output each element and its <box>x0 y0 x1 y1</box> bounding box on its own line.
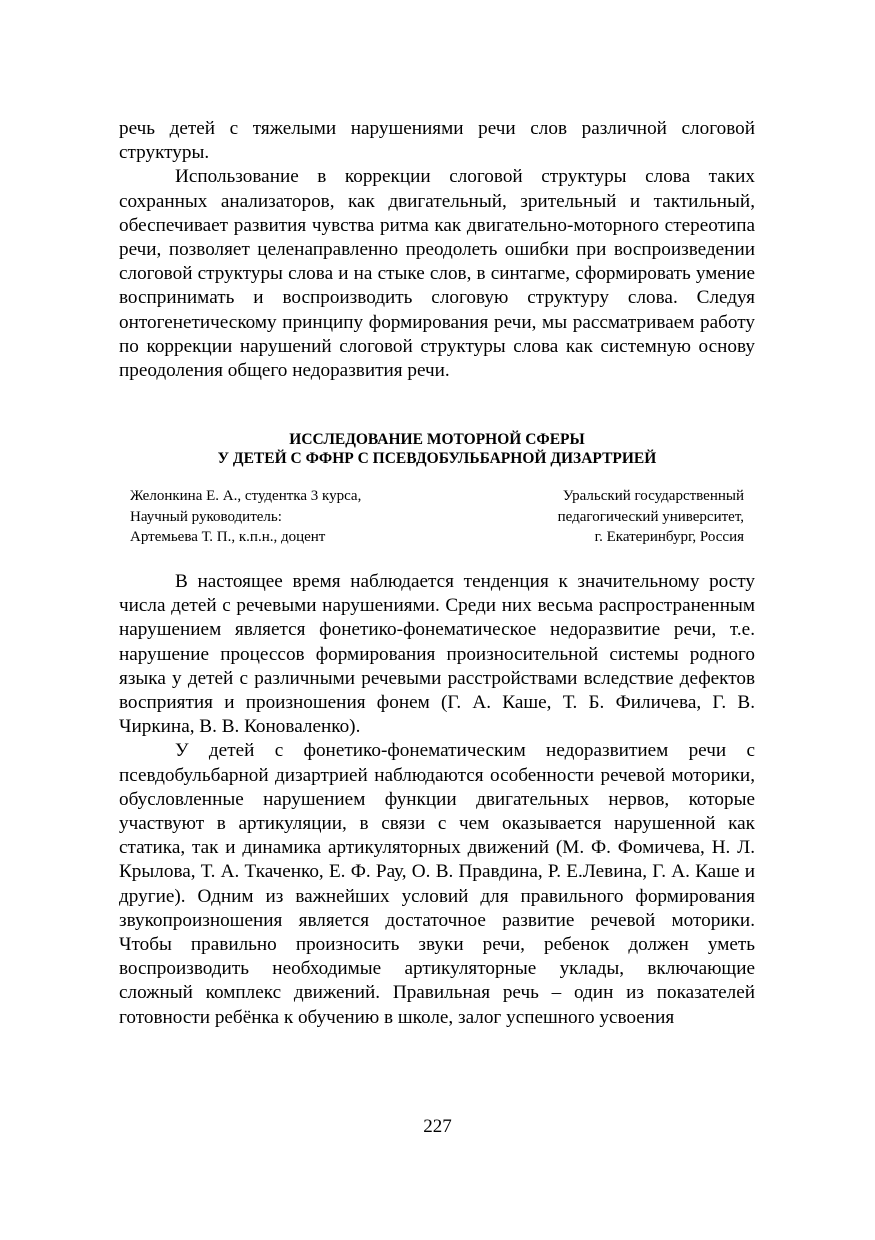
affiliation-info <box>558 486 744 548</box>
affiliation-line-1: Уральский государственный <box>562 488 744 504</box>
author-line-3: Артемьева Т. П., к.п.н., доцент <box>130 529 326 545</box>
article-title <box>119 430 755 468</box>
affiliation-line-2: педагогический университет, <box>557 508 744 525</box>
author-line-1: Желонкина Е. А., студентка 3 курса, <box>130 488 362 504</box>
article-body <box>119 570 755 1030</box>
affiliation-line-3: г. Екатеринбург, Россия <box>594 529 744 545</box>
intro-text <box>119 117 755 383</box>
author-line-2: Научный руководитель: <box>130 508 282 525</box>
intro-paragraph-1: речь детей с тяжелыми нарушениями речи слов различной слоговой структуры. <box>119 118 755 164</box>
author-info <box>130 486 361 548</box>
article-title-line-1: ИССЛЕДОВАНИЕ МОТОРНОЙ СФЕРЫ <box>289 431 585 448</box>
intro-paragraph-2: Использование в коррекции слоговой структуры слова таких сохранных анализаторов, как двигательный, зрительный и тактильный, обеспечивает развития чувства ритма как двигательно-моторного стереотипа речи, позволяет целенаправленно преодолеть ошибки при воспроизведении слоговой структуры слова и на стыке слов, в синтагме, сформировать умение воспринимать и воспроизводить слоговую структуру слова. Следуя онтогенетическому принципу формирования речи, мы рассматриваем работу по коррекции нарушений слоговой структуры слова как системную основу преодоления общего недоразвития речи. <box>119 166 755 382</box>
article-title-line-2: У ДЕТЕЙ С ФФНР С ПСЕВДОБУЛЬБАРНОЙ ДИЗАРТРИЕЙ <box>217 450 657 467</box>
article-paragraph-2: У детей с фонетико-фонематическим недоразвитием речи с псевдобульбарной дизартрией наблюдаются особенности речевой моторики, обусловленные нарушением функции двигательных нервов, которые участвуют в артикуляции, в связи с чем оказывается нарушенной как статика, так и динамика артикуляторных движений (М. Ф. Фомичева, Н. Л. Крылова, Т. А. Ткаченко, Е. Ф. Рау, О. В. Правдина, Р. Е.Левина, Г. А. Каше и другие). Одним из важнейших условий для правильного формирования звукопроизношения является достаточное развитие речевой моторики. Чтобы правильно произносить звуки речи, ребенок должен уметь воспроизводить необходимые артикуляторные уклады, включающие сложный комплекс движений. Правильная речь – один из показателей готовности ребёнка к обучению в школе, залог успешного усвоения <box>119 740 755 1028</box>
article-paragraph-1: В настоящее время наблюдается тенденция к значительному росту числа детей с речевыми нарушениями. Среди них весьма распространенным нарушением является фонетико-фонематическое недоразвитие речи, т.е. нарушение процессов формирования произносительной системы родного языка у детей с различными речевыми расстройствами вследствие дефектов восприятия и произношения фонем (Г. А. Каше, Т. Б. Филичева, Г. В. Чиркина, В. В. Коноваленко). <box>119 571 755 738</box>
page-number: 227 <box>423 1116 452 1137</box>
